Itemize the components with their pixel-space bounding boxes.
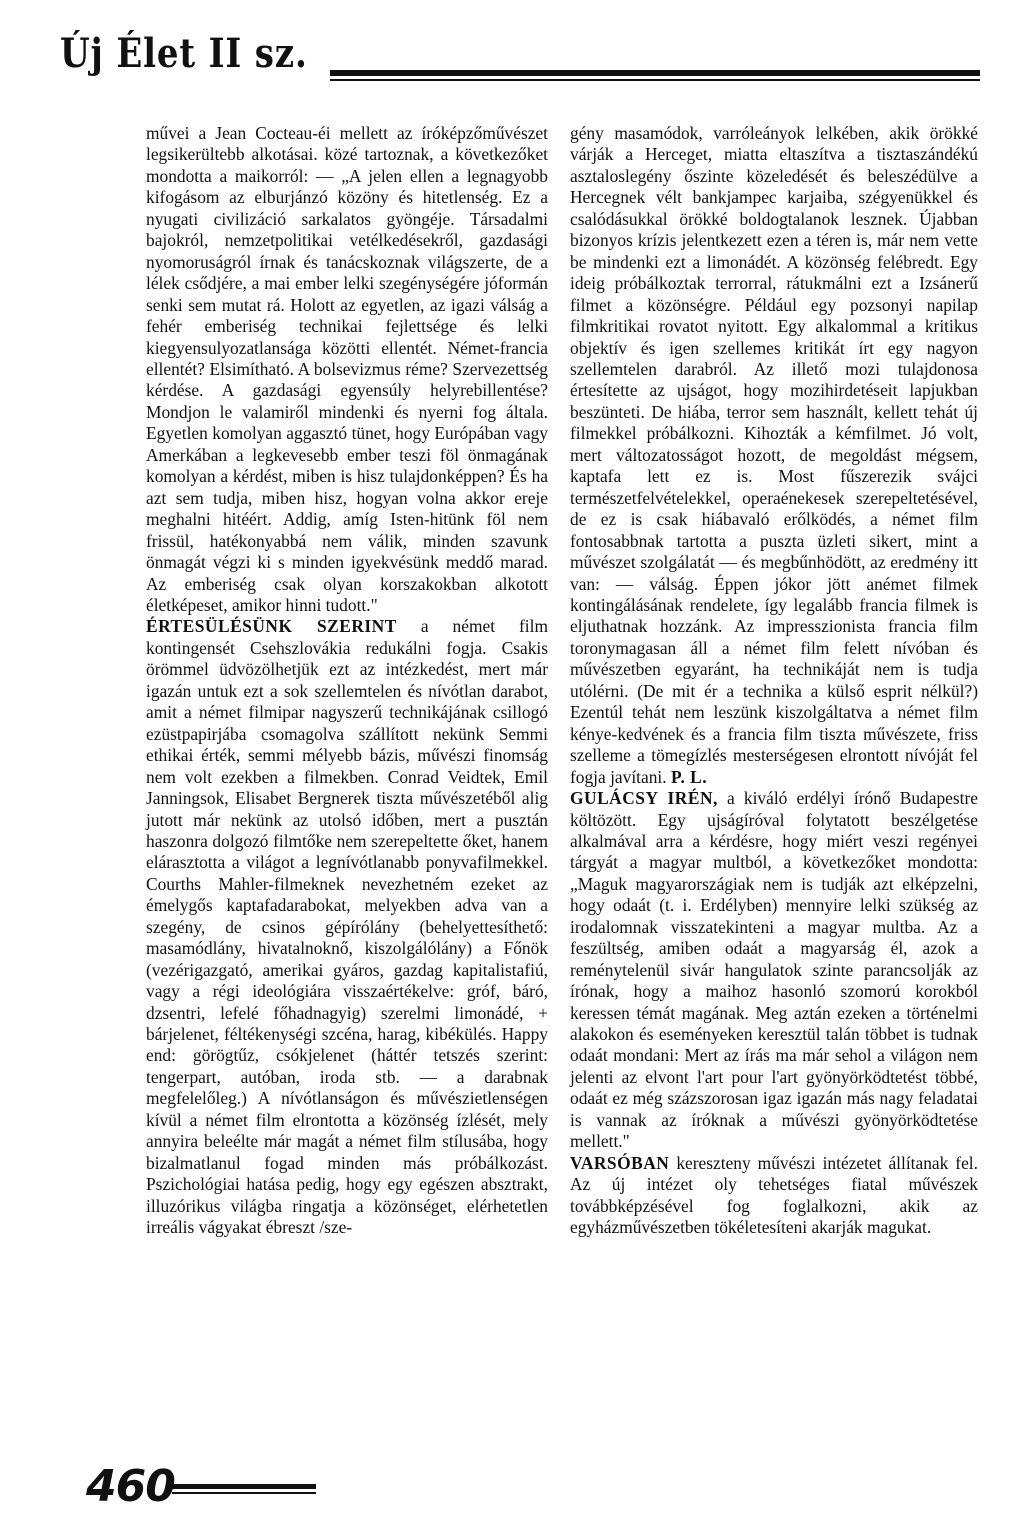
news-item-body: a német film kontingensét Csehszlovákia redukálni fogja. Csakis örömmel üdvözölhetjük ezt az intézkedést, mert már igazán untuk ezt a sok szellemtelen és nívótlan darabot, amit a német filmipar nagyszerű technikájának csillogó ezüstpapirjába csomagolva szállított nekünk Semmi ethikai érték, semmi mélyebb bázis, művészi finomság nem volt ezekben a filmekben. Conrad Veidtek, Emil Janningsok, Elisabet Bergnerek tiszta művészetéből alig jutott már nekünk az utolsó időben, mert a pusztán haszonra dolgozó filmtőke nem szerepeltette őket, hanem elárasztotta a világot a legnívótlanabb ponyvafilmekkel. Courths Mahler-filmeknek nevezhetném ezeket az émelygős kaptafadarabokat, melyekben adva van a szegény, de csinos gépírólány (behelyettesíthető: masamódlány, hivatalnoknő, kiszolgálólány) a Főnök (vezérigazgató, amerikai gyáros, gazdag kapitalistafiú, vagy a régi ideológiára visszaértékelve: gróf, báró, dzsentri, lefelé főhadnagyig) szerelmi limonádé, + bárjelenet, féltékenységi szcéna, harag, kibékülés. Happy end: görögtűz, csókjelenet (háttér tetszés szerint: tengerpart, autóban, iroda stb. — a darabnak megfelelőleg.) A nívótlanságon és művészietlenségen kívül a német film elrontotta a közönség ízlését, mely annyira beleélte már magát a német film stílusába, hogy bizalmatlanul fogad minden más próbálkozást. Pszichológiai hatása pedig, hogy egy egészen absztrakt, illuzórikus világba ringatja a közönséget, elérhetetlen irreális vágyakat ébreszt /sze- [146,616,548,1238]
news-item-lead: ÉRTESÜLÉSÜNK SZERINT [146,616,397,637]
news-item [570,788,978,1153]
news-item [570,1153,978,1239]
article-signature: P. L. [670,766,708,787]
masthead-title: Új Élet II sz. [60,30,308,77]
news-item-body: a kiváló erdélyi írónő Budapestre költözött. Egy ujságíróval folytatott beszélgetése alkalmával arra a kérdésre, hogy miért veszi regényei tárgyát a magyar multból, a következőket mondotta: „Maguk magyarországiak nem is tudják azt elképzelni, hogy odaát (t. i. Erdélyben) mennyire lelki szükség az irodalomnak visszatekinteni a magyar multba. Az a feszültség, amiben odaát a magyarság él, azok a reménytelenül sivár hangulatok szinte parancsolják az írónak, hogy a maihoz hasonló szomorú korokból keressen témát magának. Meg aztán ezeken a történelmi alakokon és eseményeken keresztül talán többet is tudnak odaát mondani: Mert az írás ma már sehol a világon nem jelenti az elvont l'art pour l'art gyönyörködtetést többé, odaát ez még százszorosan igaz igazán más nagy feladatai is vannak az íróknak a művészi gyönyörködtetése mellett." [570,788,978,1152]
article-paragraph: művei a Jean Cocteau-éi mellett az íróképzőművészet legsikerültebb alkotásai. közé tartoznak, a következőket mondotta a maikorról: — „A jelen ellen a legnagyobb kifogásom az elburjánzó közöny és hitetlenség. Ez a nyugati civilizáció sarkalatos gyöngéje. Társadalmi bajokról, nemzetpolitikai vetélkedésekről, gazdasági nyomoruságról írnak és tanácskoznak világszerte, de a lélek csődjére, a mai ember lelki szegénységére jóformán senki sem mutat rá. Holott az egyetlen, az igazi válság a fehér emberiség technikai fejlettsége és lelki kiegyensulyozatlansága közötti ellentét. Német-francia ellentét? Elsimítható. A bolsevizmus réme? Szervezettség kérdése. A gazdasági egyensúly helyrebillentése? Mondjon le valamiről mindenki és nyerni fog általa. Egyetlen komolyan aggasztó tünet, hogy Európában vagy Amerkában a legkevesebb ember teszi föl önmagának komolyan a kérdést, miben is hisz tulajdonképpen? És ha azt sem tudja, miben hisz, hogyan volna akkor ereje meghalni hitéért. Addig, amíg Isten-hitünk föl nem frissül, hatékonyabbá nem válik, minden szavunk önmagát végzi ki s minden igyekvésünk meddő marad. Az emberiség csak olyan korszakokban alkotott életképeset, amikor hinni tudott." [146,123,548,615]
page-number: 460 [86,1461,175,1512]
news-item [146,616,548,1238]
news-item-lead: GULÁCSY IRÉN, [570,788,718,809]
footer-rule [172,1484,316,1494]
left-column [146,123,548,1239]
news-item-lead: VARSÓBAN [570,1152,670,1173]
page-folio [86,1462,586,1512]
news-item-body: kereszteny művészi intézetet állítanak fel. Az új intézet oly tehetséges fiatal művészek továbbképzésével fog foglalkozni, akik az egyházművészetben tökéletesíteni akarják magukat. [570,1152,978,1238]
article-continuation-text: gény masamódok, varróleányok lelkében, akik örökké várják a Herceget, miatta eltaszítva a tisztaszándékú asztaloslegény őszinte közeledését és beleszédülve a Hercegnek vélt bankjampec karjaiba, szégyenükkel és csalódásukkal örökké boldogtalanok lesznek. Újabban bizonyos krízis jelentkezett ezen a téren is, már nem vette be mindenki ezt a limonádét. A közönség felébredt. Egy ideig próbálkoztak terrorral, rátukmálni ezt a Izsánerű filmet a közönségre. Például egy pozsonyi napilap filmkritikai rovatot nyitott. Egy alkalommal a kritikus objektív és igen szellemes kritikát írt egy nagyon szellemtelen darabról. Az illető mozi tulajdonosa értesítette az ujságot, hogy mozihirdetéseit lapjukban beszünteti. De hiába, terror sem használt, kellett tehát új filmekkel próbálkozni. Kihozták a kémfilmet. Jó volt, mert változatosságot hozott, de megoldást mégsem, kaptafa lett ez is. Most fűszerezik svájci természetfelvételekkel, operaénekesek szerepeltetésével, de ez is csak hiábavaló erőlködés, a német film fontosabbnak tartotta a puszta üzleti sikert, mint a művészet szolgálatát — és megbűnhödött, az eredmény itt van: — válság. Éppen jókor jött anémet filmek kontingálásának rendelete, így legalább francia filmek is eljuthatnak hozzánk. Az impresszionista francia film toronymagasan áll a német film felett nívóban és művészetben egyaránt, ha technikáját nem is tudja utólérni. (De mit ér a technika a külső esprit nélkül?) Ezentúl tehát nem leszünk kiszolgáltatva a német film kénye-kedvének és a francia film tiszta művészete, friss szelleme a tömegízlés mesterségesen elrontott nívóját fel fogja javítani. [570,123,978,787]
masthead-rule [330,70,980,81]
article-continuation [570,123,978,788]
right-column [570,123,978,1239]
masthead [60,30,980,90]
